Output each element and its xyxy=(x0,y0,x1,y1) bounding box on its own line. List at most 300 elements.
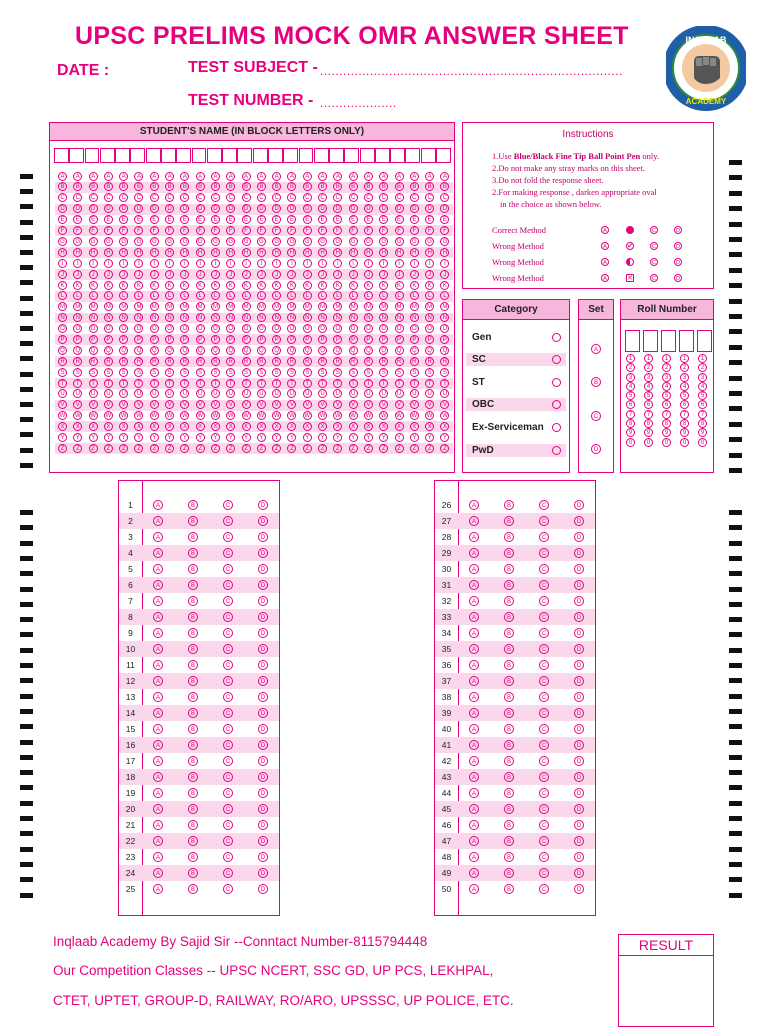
name-bubble[interactable]: A xyxy=(364,172,373,181)
roll-digit-bubble[interactable]: 9 xyxy=(698,428,707,437)
name-bubble[interactable]: T xyxy=(364,379,373,388)
name-bubble[interactable]: X xyxy=(440,422,449,431)
roll-digit-bubble[interactable]: 4 xyxy=(644,382,653,391)
name-bubble[interactable]: R xyxy=(425,357,434,366)
name-bubble[interactable]: R xyxy=(287,357,296,366)
name-bubble[interactable]: I xyxy=(440,259,449,268)
answer-bubble-d[interactable]: D xyxy=(258,756,268,766)
roll-digit-bubble[interactable]: 9 xyxy=(662,428,671,437)
name-bubble[interactable]: Y xyxy=(58,433,67,442)
name-bubble[interactable]: Q xyxy=(349,346,358,355)
name-bubble[interactable]: S xyxy=(303,368,312,377)
roll-digit-bubble[interactable]: 6 xyxy=(698,400,707,409)
name-bubble[interactable]: C xyxy=(104,193,113,202)
name-bubble[interactable]: B xyxy=(58,182,67,191)
name-bubble[interactable]: Y xyxy=(257,433,266,442)
name-letter-box[interactable] xyxy=(100,148,115,163)
name-bubble[interactable]: P xyxy=(165,335,174,344)
name-bubble[interactable]: Y xyxy=(364,433,373,442)
name-bubble[interactable]: B xyxy=(349,182,358,191)
name-bubble[interactable]: T xyxy=(379,379,388,388)
answer-bubble-d[interactable]: D xyxy=(574,756,584,766)
name-bubble[interactable]: M xyxy=(289,304,295,311)
name-bubble[interactable]: Q xyxy=(134,346,143,355)
name-bubble[interactable]: W xyxy=(380,413,387,420)
name-bubble[interactable]: W xyxy=(304,413,311,420)
name-bubble[interactable]: V xyxy=(211,400,220,409)
name-bubble[interactable]: B xyxy=(165,182,174,191)
name-letter-box[interactable] xyxy=(69,148,84,163)
name-bubble[interactable]: X xyxy=(257,422,266,431)
name-bubble[interactable]: W xyxy=(426,413,433,420)
name-bubble[interactable]: S xyxy=(257,368,266,377)
answer-bubble-c[interactable]: C xyxy=(223,772,233,782)
name-bubble[interactable]: G xyxy=(395,237,404,246)
name-bubble[interactable]: W xyxy=(136,413,142,420)
name-bubble[interactable]: O xyxy=(349,324,358,333)
answer-bubble-a[interactable]: A xyxy=(153,692,163,702)
name-bubble[interactable]: T xyxy=(211,379,220,388)
roll-digit-bubble[interactable]: 5 xyxy=(698,391,707,400)
roll-digit-bubble[interactable]: 1 xyxy=(698,354,707,363)
name-bubble[interactable]: L xyxy=(333,291,342,300)
name-bubble[interactable]: S xyxy=(440,368,449,377)
name-bubble[interactable]: U xyxy=(272,389,281,398)
roll-digit-bubble[interactable]: 9 xyxy=(680,428,689,437)
name-bubble[interactable]: X xyxy=(318,422,327,431)
answer-bubble-d[interactable]: D xyxy=(258,548,268,558)
name-bubble[interactable]: W xyxy=(319,413,326,420)
answer-bubble-d[interactable]: D xyxy=(258,692,268,702)
answer-bubble-a[interactable]: A xyxy=(469,740,479,750)
answer-bubble-d[interactable]: D xyxy=(258,676,268,686)
name-letter-box[interactable] xyxy=(421,148,436,163)
name-bubble[interactable]: I xyxy=(333,259,342,268)
name-bubble[interactable]: H xyxy=(134,248,143,257)
name-bubble[interactable]: V xyxy=(318,400,327,409)
name-bubble[interactable]: Q xyxy=(272,346,281,355)
name-bubble[interactable]: U xyxy=(226,389,235,398)
name-bubble[interactable]: Y xyxy=(180,433,189,442)
name-bubble[interactable]: J xyxy=(180,270,189,279)
name-bubble[interactable]: H xyxy=(180,248,189,257)
name-bubble[interactable]: O xyxy=(119,324,128,333)
name-bubble[interactable]: L xyxy=(364,291,373,300)
answer-bubble-a[interactable]: A xyxy=(153,628,163,638)
name-bubble[interactable]: B xyxy=(379,182,388,191)
answer-bubble-b[interactable]: B xyxy=(504,740,514,750)
name-bubble[interactable]: Q xyxy=(364,346,373,355)
name-bubble[interactable]: F xyxy=(196,226,205,235)
name-bubble[interactable]: J xyxy=(211,270,220,279)
name-bubble[interactable]: T xyxy=(134,379,143,388)
answer-bubble-c[interactable]: C xyxy=(223,548,233,558)
set-option-b[interactable]: B xyxy=(591,377,601,387)
answer-bubble-d[interactable]: D xyxy=(574,692,584,702)
answer-bubble-c[interactable]: C xyxy=(539,500,549,510)
name-bubble[interactable]: S xyxy=(379,368,388,377)
name-letter-box[interactable] xyxy=(436,148,451,163)
name-bubble[interactable]: A xyxy=(272,172,281,181)
name-bubble[interactable]: I xyxy=(73,259,82,268)
answer-bubble-a[interactable]: A xyxy=(469,724,479,734)
name-bubble[interactable]: L xyxy=(119,291,128,300)
name-bubble[interactable]: W xyxy=(365,413,372,420)
answer-bubble-c[interactable]: C xyxy=(539,884,549,894)
answer-bubble-b[interactable]: B xyxy=(188,548,198,558)
name-bubble[interactable]: Z xyxy=(440,444,449,453)
roll-digit-bubble[interactable]: 8 xyxy=(698,419,707,428)
name-bubble[interactable]: Q xyxy=(89,346,98,355)
name-bubble[interactable]: T xyxy=(333,379,342,388)
name-bubble[interactable]: N xyxy=(89,313,98,322)
answer-bubble-b[interactable]: B xyxy=(504,644,514,654)
name-bubble[interactable]: B xyxy=(73,182,82,191)
name-bubble[interactable]: K xyxy=(73,281,82,290)
name-bubble[interactable]: W xyxy=(151,413,158,420)
answer-bubble-d[interactable]: D xyxy=(258,612,268,622)
answer-bubble-b[interactable]: B xyxy=(504,612,514,622)
answer-bubble-a[interactable]: A xyxy=(153,644,163,654)
answer-bubble-a[interactable]: A xyxy=(469,852,479,862)
name-bubble[interactable]: R xyxy=(73,357,82,366)
name-bubble[interactable]: H xyxy=(58,248,67,257)
name-bubble[interactable]: G xyxy=(364,237,373,246)
name-bubble[interactable]: B xyxy=(134,182,143,191)
name-bubble[interactable]: M xyxy=(228,304,234,311)
name-bubble[interactable]: B xyxy=(440,182,449,191)
name-bubble[interactable]: D xyxy=(333,204,342,213)
name-bubble[interactable]: D xyxy=(134,204,143,213)
name-bubble[interactable]: H xyxy=(104,248,113,257)
name-bubble[interactable]: E xyxy=(318,215,327,224)
name-bubble[interactable]: J xyxy=(73,270,82,279)
answer-bubble-c[interactable]: C xyxy=(539,724,549,734)
answer-bubble-b[interactable]: B xyxy=(504,804,514,814)
name-bubble[interactable]: A xyxy=(165,172,174,181)
name-bubble[interactable]: Z xyxy=(333,444,342,453)
answer-bubble-d[interactable]: D xyxy=(258,596,268,606)
name-bubble[interactable]: T xyxy=(257,379,266,388)
answer-bubble-c[interactable]: C xyxy=(539,660,549,670)
name-bubble[interactable]: C xyxy=(242,193,251,202)
name-bubble[interactable]: S xyxy=(349,368,358,377)
name-bubble[interactable]: X xyxy=(333,422,342,431)
name-bubble[interactable]: X xyxy=(104,422,113,431)
name-bubble[interactable]: Y xyxy=(134,433,143,442)
name-bubble[interactable]: T xyxy=(272,379,281,388)
category-obc[interactable]: OBC xyxy=(466,398,566,411)
name-bubble[interactable]: E xyxy=(410,215,419,224)
answer-bubble-a[interactable]: A xyxy=(153,548,163,558)
name-bubble[interactable]: Y xyxy=(440,433,449,442)
name-bubble[interactable]: P xyxy=(349,335,358,344)
answer-bubble-b[interactable]: B xyxy=(188,660,198,670)
name-bubble[interactable]: I xyxy=(318,259,327,268)
name-bubble[interactable]: N xyxy=(134,313,143,322)
answer-bubble-a[interactable]: A xyxy=(153,580,163,590)
name-bubble[interactable]: R xyxy=(211,357,220,366)
answer-bubble-d[interactable]: D xyxy=(574,500,584,510)
answer-bubble-a[interactable]: A xyxy=(469,532,479,542)
test-subject-field[interactable]: ............................................................................... xyxy=(320,64,623,78)
answer-bubble-a[interactable]: A xyxy=(153,708,163,718)
name-bubble[interactable]: N xyxy=(257,313,266,322)
name-bubble[interactable]: Z xyxy=(150,444,159,453)
name-bubble[interactable]: X xyxy=(89,422,98,431)
answer-bubble-d[interactable]: D xyxy=(574,788,584,798)
name-bubble[interactable]: N xyxy=(104,313,113,322)
name-bubble[interactable]: F xyxy=(272,226,281,235)
answer-bubble-c[interactable]: C xyxy=(223,612,233,622)
answer-bubble-b[interactable]: B xyxy=(504,868,514,878)
answer-bubble-a[interactable]: A xyxy=(469,596,479,606)
name-bubble[interactable]: P xyxy=(425,335,434,344)
name-bubble[interactable]: X xyxy=(226,422,235,431)
roll-digit-bubble[interactable]: 4 xyxy=(680,382,689,391)
name-bubble[interactable]: Q xyxy=(242,346,251,355)
name-bubble[interactable]: A xyxy=(211,172,220,181)
name-bubble[interactable]: Q xyxy=(303,346,312,355)
name-bubble[interactable]: L xyxy=(395,291,404,300)
name-bubble[interactable]: B xyxy=(333,182,342,191)
name-bubble[interactable]: Z xyxy=(395,444,404,453)
name-bubble[interactable]: B xyxy=(242,182,251,191)
name-bubble[interactable]: W xyxy=(59,413,66,420)
name-bubble[interactable]: D xyxy=(379,204,388,213)
name-bubble[interactable]: B xyxy=(318,182,327,191)
name-bubble[interactable]: U xyxy=(242,389,251,398)
name-bubble[interactable]: J xyxy=(196,270,205,279)
answer-bubble-d[interactable]: D xyxy=(574,740,584,750)
category-gen[interactable]: Gen xyxy=(466,331,566,344)
test-number-field[interactable]: .................... xyxy=(320,96,397,110)
name-bubble[interactable]: J xyxy=(318,270,327,279)
name-bubble[interactable]: V xyxy=(196,400,205,409)
answer-bubble-a[interactable]: A xyxy=(469,516,479,526)
answer-bubble-b[interactable]: B xyxy=(504,836,514,846)
name-bubble[interactable]: U xyxy=(58,389,67,398)
answer-bubble-a[interactable]: A xyxy=(153,500,163,510)
roll-number-box[interactable] xyxy=(643,330,658,352)
name-bubble[interactable]: Z xyxy=(211,444,220,453)
name-bubble[interactable]: V xyxy=(134,400,143,409)
name-bubble[interactable]: G xyxy=(318,237,327,246)
name-bubble[interactable]: V xyxy=(58,400,67,409)
name-bubble[interactable]: W xyxy=(350,413,356,420)
name-bubble[interactable]: C xyxy=(425,193,434,202)
name-bubble[interactable]: K xyxy=(425,281,434,290)
name-bubble[interactable]: F xyxy=(73,226,82,235)
name-bubble[interactable]: U xyxy=(104,389,113,398)
name-bubble[interactable]: G xyxy=(257,237,266,246)
name-bubble[interactable]: U xyxy=(196,389,205,398)
name-bubble[interactable]: O xyxy=(226,324,235,333)
name-bubble[interactable]: D xyxy=(150,204,159,213)
name-bubble[interactable]: A xyxy=(425,172,434,181)
name-bubble[interactable]: O xyxy=(180,324,189,333)
answer-bubble-a[interactable]: A xyxy=(469,788,479,798)
roll-digit-bubble[interactable]: 5 xyxy=(644,391,653,400)
answer-bubble-b[interactable]: B xyxy=(188,772,198,782)
name-letter-box[interactable] xyxy=(314,148,329,163)
name-bubble[interactable]: O xyxy=(303,324,312,333)
answer-bubble-d[interactable]: D xyxy=(574,660,584,670)
answer-bubble-c[interactable]: C xyxy=(539,836,549,846)
name-bubble[interactable]: W xyxy=(120,413,127,420)
name-bubble[interactable]: C xyxy=(364,193,373,202)
name-bubble[interactable]: W xyxy=(74,413,81,420)
answer-bubble-b[interactable]: B xyxy=(504,788,514,798)
name-bubble[interactable]: G xyxy=(134,237,143,246)
name-bubble[interactable]: I xyxy=(379,259,388,268)
name-bubble[interactable]: O xyxy=(410,324,419,333)
name-bubble[interactable]: Q xyxy=(318,346,327,355)
name-bubble[interactable]: K xyxy=(119,281,128,290)
answer-bubble-c[interactable]: C xyxy=(539,548,549,558)
name-bubble[interactable]: B xyxy=(150,182,159,191)
name-bubble[interactable]: O xyxy=(287,324,296,333)
roll-digit-bubble[interactable]: 2 xyxy=(698,363,707,372)
name-bubble[interactable]: P xyxy=(287,335,296,344)
roll-digit-bubble[interactable]: 3 xyxy=(680,373,689,382)
name-bubble[interactable]: M xyxy=(442,304,448,311)
name-bubble[interactable]: C xyxy=(303,193,312,202)
answer-bubble-c[interactable]: C xyxy=(223,852,233,862)
name-bubble[interactable]: K xyxy=(211,281,220,290)
name-bubble[interactable]: I xyxy=(196,259,205,268)
name-bubble[interactable]: G xyxy=(73,237,82,246)
name-bubble[interactable]: X xyxy=(410,422,419,431)
name-bubble[interactable]: B xyxy=(272,182,281,191)
answer-bubble-b[interactable]: B xyxy=(188,564,198,574)
name-bubble[interactable]: S xyxy=(58,368,67,377)
name-bubble[interactable]: T xyxy=(242,379,251,388)
name-bubble[interactable]: E xyxy=(303,215,312,224)
name-bubble[interactable]: F xyxy=(165,226,174,235)
name-bubble[interactable]: J xyxy=(410,270,419,279)
name-bubble[interactable]: P xyxy=(410,335,419,344)
name-bubble[interactable]: O xyxy=(379,324,388,333)
name-bubble[interactable]: K xyxy=(196,281,205,290)
name-bubble[interactable]: V xyxy=(226,400,235,409)
name-bubble[interactable]: E xyxy=(349,215,358,224)
name-bubble[interactable]: E xyxy=(196,215,205,224)
roll-digit-bubble[interactable]: 0 xyxy=(662,438,671,447)
roll-number-box[interactable] xyxy=(679,330,694,352)
name-bubble[interactable]: U xyxy=(257,389,266,398)
name-bubble[interactable]: S xyxy=(211,368,220,377)
answer-bubble-a[interactable]: A xyxy=(469,884,479,894)
name-bubble[interactable]: J xyxy=(150,270,159,279)
roll-digit-bubble[interactable]: 3 xyxy=(644,373,653,382)
answer-bubble-d[interactable]: D xyxy=(258,788,268,798)
name-bubble[interactable]: P xyxy=(211,335,220,344)
answer-bubble-b[interactable]: B xyxy=(188,756,198,766)
name-bubble[interactable]: C xyxy=(349,193,358,202)
name-bubble[interactable]: T xyxy=(104,379,113,388)
name-bubble[interactable]: D xyxy=(318,204,327,213)
name-bubble[interactable]: H xyxy=(410,248,419,257)
name-bubble[interactable]: F xyxy=(257,226,266,235)
answer-bubble-b[interactable]: B xyxy=(504,628,514,638)
answer-bubble-d[interactable]: D xyxy=(574,564,584,574)
name-bubble[interactable]: U xyxy=(211,389,220,398)
roll-digit-bubble[interactable]: 2 xyxy=(626,363,635,372)
name-bubble[interactable]: M xyxy=(243,304,249,311)
roll-digit-bubble[interactable]: 1 xyxy=(680,354,689,363)
name-bubble[interactable]: S xyxy=(104,368,113,377)
answer-bubble-c[interactable]: C xyxy=(223,564,233,574)
name-bubble[interactable]: T xyxy=(440,379,449,388)
name-bubble[interactable]: G xyxy=(379,237,388,246)
name-bubble[interactable]: T xyxy=(395,379,404,388)
name-bubble[interactable]: Q xyxy=(333,346,342,355)
roll-digit-bubble[interactable]: 7 xyxy=(626,410,635,419)
name-bubble[interactable]: M xyxy=(396,304,402,311)
name-bubble[interactable]: Q xyxy=(410,346,419,355)
name-bubble[interactable]: X xyxy=(425,422,434,431)
name-bubble[interactable]: V xyxy=(364,400,373,409)
name-bubble[interactable]: M xyxy=(258,304,264,311)
name-bubble[interactable]: N xyxy=(425,313,434,322)
name-bubble[interactable]: Z xyxy=(318,444,327,453)
name-bubble[interactable]: Q xyxy=(425,346,434,355)
name-bubble[interactable]: S xyxy=(425,368,434,377)
name-bubble[interactable]: O xyxy=(89,324,98,333)
answer-bubble-b[interactable]: B xyxy=(188,676,198,686)
answer-bubble-c[interactable]: C xyxy=(223,628,233,638)
answer-bubble-c[interactable]: C xyxy=(539,628,549,638)
name-bubble[interactable]: I xyxy=(134,259,143,268)
name-bubble[interactable]: J xyxy=(165,270,174,279)
name-bubble[interactable]: Y xyxy=(318,433,327,442)
name-bubble[interactable]: K xyxy=(242,281,251,290)
name-bubble[interactable]: T xyxy=(349,379,358,388)
name-bubble[interactable]: U xyxy=(119,389,128,398)
name-bubble[interactable]: A xyxy=(180,172,189,181)
name-bubble[interactable]: L xyxy=(196,291,205,300)
answer-bubble-c[interactable]: C xyxy=(223,660,233,670)
name-bubble[interactable]: C xyxy=(318,193,327,202)
name-bubble[interactable]: B xyxy=(287,182,296,191)
name-bubble[interactable]: Z xyxy=(287,444,296,453)
answer-bubble-c[interactable]: C xyxy=(539,756,549,766)
name-bubble[interactable]: P xyxy=(272,335,281,344)
answer-bubble-a[interactable]: A xyxy=(153,804,163,814)
name-letter-box[interactable] xyxy=(222,148,237,163)
answer-bubble-b[interactable]: B xyxy=(504,852,514,862)
name-bubble[interactable]: J xyxy=(242,270,251,279)
name-bubble[interactable]: V xyxy=(180,400,189,409)
answer-bubble-b[interactable]: B xyxy=(188,852,198,862)
name-bubble[interactable]: K xyxy=(257,281,266,290)
name-bubble[interactable]: H xyxy=(395,248,404,257)
name-bubble[interactable]: K xyxy=(165,281,174,290)
name-bubble[interactable]: F xyxy=(425,226,434,235)
name-bubble[interactable]: S xyxy=(89,368,98,377)
answer-bubble-d[interactable]: D xyxy=(258,820,268,830)
answer-bubble-d[interactable]: D xyxy=(574,580,584,590)
name-bubble[interactable]: E xyxy=(73,215,82,224)
name-bubble[interactable]: T xyxy=(287,379,296,388)
answer-bubble-b[interactable]: B xyxy=(188,788,198,798)
answer-bubble-c[interactable]: C xyxy=(223,532,233,542)
name-bubble[interactable]: F xyxy=(287,226,296,235)
answer-bubble-b[interactable]: B xyxy=(188,868,198,878)
name-bubble[interactable]: T xyxy=(150,379,159,388)
name-bubble[interactable]: I xyxy=(425,259,434,268)
